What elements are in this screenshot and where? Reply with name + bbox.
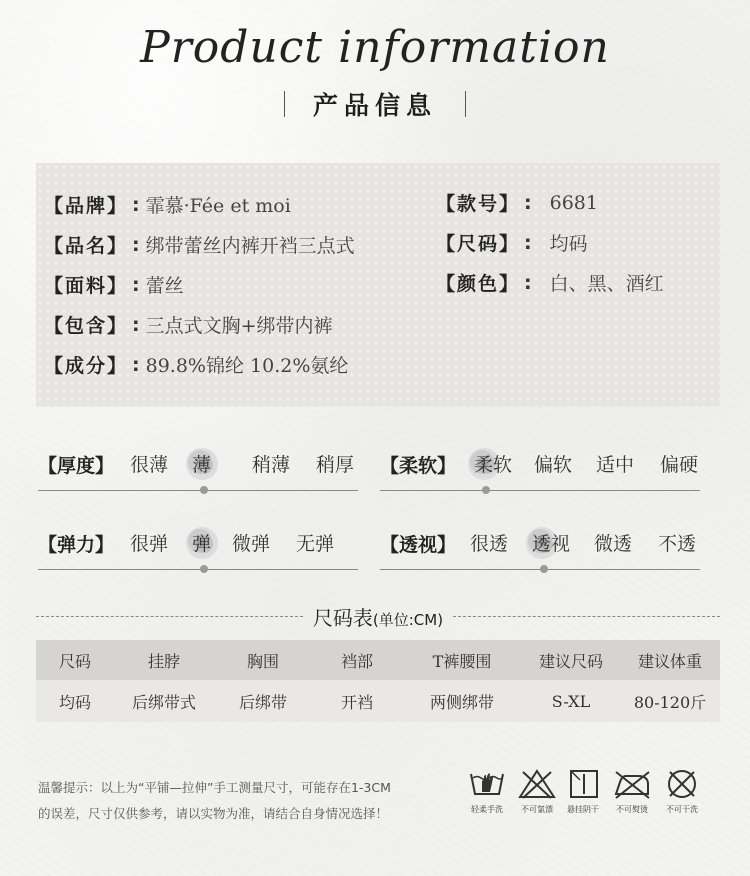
info-panel bbox=[36, 163, 720, 407]
scale-line bbox=[38, 490, 358, 491]
divider-right bbox=[465, 91, 466, 117]
info-separator: : bbox=[132, 313, 140, 336]
info-fabric bbox=[44, 271, 184, 298]
scale-thickness bbox=[38, 442, 358, 486]
info-separator: : bbox=[132, 193, 140, 216]
care-no-dry-clean bbox=[652, 768, 712, 815]
scale-option: 很透 bbox=[470, 533, 509, 555]
info-value: 均码 bbox=[549, 233, 588, 255]
info-separator: : bbox=[524, 231, 532, 254]
scale-selected-dot bbox=[482, 486, 490, 494]
scale-transparency bbox=[380, 521, 700, 565]
column-header: 尺码 bbox=[58, 651, 91, 671]
scale-selected-dot bbox=[200, 486, 208, 494]
info-separator: : bbox=[524, 271, 532, 294]
subtitle-block bbox=[0, 86, 750, 122]
scale-option: 稍厚 bbox=[316, 454, 355, 476]
column-header: T裤腰围 bbox=[432, 651, 492, 671]
table-cell: 后绑带式 bbox=[131, 692, 196, 712]
column-header: 挂脖 bbox=[147, 651, 180, 671]
info-separator: : bbox=[132, 353, 140, 376]
info-size bbox=[436, 229, 588, 256]
info-value: 绑带蕾丝内裤开裆三点式 bbox=[145, 235, 355, 257]
info-separator: : bbox=[132, 233, 140, 256]
info-separator: : bbox=[132, 273, 140, 296]
info-key: 【颜色】 bbox=[436, 273, 521, 295]
scale-label: 【弹力】 bbox=[38, 533, 115, 556]
care-label: 轻柔手洗 bbox=[471, 805, 503, 814]
info-value: 6681 bbox=[549, 191, 598, 214]
size-chart-title bbox=[303, 602, 453, 631]
column-header: 建议体重 bbox=[637, 651, 702, 671]
scale-option: 很弹 bbox=[130, 533, 169, 555]
info-contents bbox=[44, 311, 333, 338]
care-label: 不可熨烫 bbox=[616, 805, 648, 814]
size-chart-title-text: 尺码表 bbox=[312, 606, 373, 630]
table-header-row bbox=[36, 640, 720, 680]
scale-option: 稍薄 bbox=[252, 454, 291, 476]
notice-line: 温馨提示：以上为“平铺—拉伸”手工测量尺寸，可能存在1-3CM bbox=[38, 780, 391, 795]
scale-option: 很薄 bbox=[130, 454, 169, 476]
info-color bbox=[436, 269, 664, 296]
scale-line bbox=[380, 490, 700, 491]
scale-label: 【透视】 bbox=[380, 533, 457, 556]
info-key: 【款号】 bbox=[436, 193, 521, 215]
scale-option: 透视 bbox=[532, 533, 571, 555]
no-dry-clean-icon bbox=[662, 768, 702, 800]
info-value: 霏慕·Fée et moi bbox=[145, 195, 291, 217]
divider-left bbox=[284, 91, 285, 117]
subtitle: 产品信息 bbox=[312, 91, 437, 120]
scale-selected-dot bbox=[540, 565, 548, 573]
scale-option: 柔软 bbox=[474, 454, 513, 476]
scale-label: 【厚度】 bbox=[38, 454, 115, 477]
info-value: 蕾丝 bbox=[145, 275, 184, 297]
scale-option: 不透 bbox=[658, 533, 697, 555]
table-cell: 均码 bbox=[58, 692, 91, 712]
no-iron-icon bbox=[612, 768, 652, 800]
info-separator: : bbox=[524, 191, 532, 214]
scale-option: 偏软 bbox=[534, 454, 573, 476]
column-header: 胸围 bbox=[246, 651, 279, 671]
info-key: 【面料】 bbox=[44, 275, 129, 297]
column-header: 建议尺码 bbox=[538, 651, 603, 671]
size-chart-header bbox=[36, 602, 720, 631]
scale-option: 偏硬 bbox=[660, 454, 699, 476]
scale-line bbox=[38, 569, 358, 570]
scale-option: 微透 bbox=[594, 533, 633, 555]
info-key: 【尺码】 bbox=[436, 233, 521, 255]
info-value: 白、黑、酒红 bbox=[549, 273, 664, 295]
notice bbox=[38, 775, 458, 827]
scale-option: 无弹 bbox=[296, 533, 335, 555]
size-chart-unit: (单位:CM) bbox=[372, 611, 444, 629]
info-key: 【包含】 bbox=[44, 315, 129, 337]
info-brand bbox=[44, 191, 291, 218]
info-key: 【成分】 bbox=[44, 355, 129, 377]
hang-dry-shade-icon bbox=[563, 768, 603, 800]
table-cell: 80-120斤 bbox=[633, 692, 707, 712]
scale-option: 微弹 bbox=[232, 533, 271, 555]
script-title: Product information bbox=[140, 22, 610, 73]
table-cell: S-XL bbox=[551, 691, 591, 711]
info-style-no bbox=[436, 189, 598, 216]
scale-label: 【柔软】 bbox=[380, 454, 457, 477]
column-header: 裆部 bbox=[340, 651, 373, 671]
care-label: 悬挂阴干 bbox=[567, 805, 599, 814]
care-label: 不可干洗 bbox=[666, 805, 698, 814]
table-row bbox=[36, 680, 720, 722]
info-value: 89.8%锦纶 10.2%氨纶 bbox=[145, 355, 349, 377]
table-cell: 后绑带 bbox=[238, 692, 287, 712]
notice-line: 的误差，尺寸仅供参考，请以实物为准，请结合自身情况选择！ bbox=[38, 806, 389, 821]
care-label: 不可氯漂 bbox=[521, 805, 553, 814]
hand-wash-icon bbox=[467, 768, 507, 800]
table-cell: 两侧绑带 bbox=[429, 692, 494, 712]
scale-softness bbox=[380, 442, 700, 486]
scale-option: 薄 bbox=[192, 454, 212, 476]
scale-option: 适中 bbox=[596, 454, 635, 476]
info-composition bbox=[44, 351, 348, 378]
info-name bbox=[44, 231, 355, 258]
info-value: 三点式文胸+绑带内裤 bbox=[145, 315, 333, 337]
scale-elasticity bbox=[38, 521, 358, 565]
dashed-rule bbox=[453, 616, 720, 617]
scale-selected-dot bbox=[200, 565, 208, 573]
no-bleach-icon bbox=[517, 768, 557, 800]
info-key: 【品名】 bbox=[44, 235, 129, 257]
info-key: 【品牌】 bbox=[44, 195, 129, 217]
scale-option: 弹 bbox=[192, 533, 212, 555]
table-cell: 开裆 bbox=[340, 692, 373, 712]
size-table bbox=[36, 640, 720, 722]
dashed-rule bbox=[36, 616, 303, 617]
